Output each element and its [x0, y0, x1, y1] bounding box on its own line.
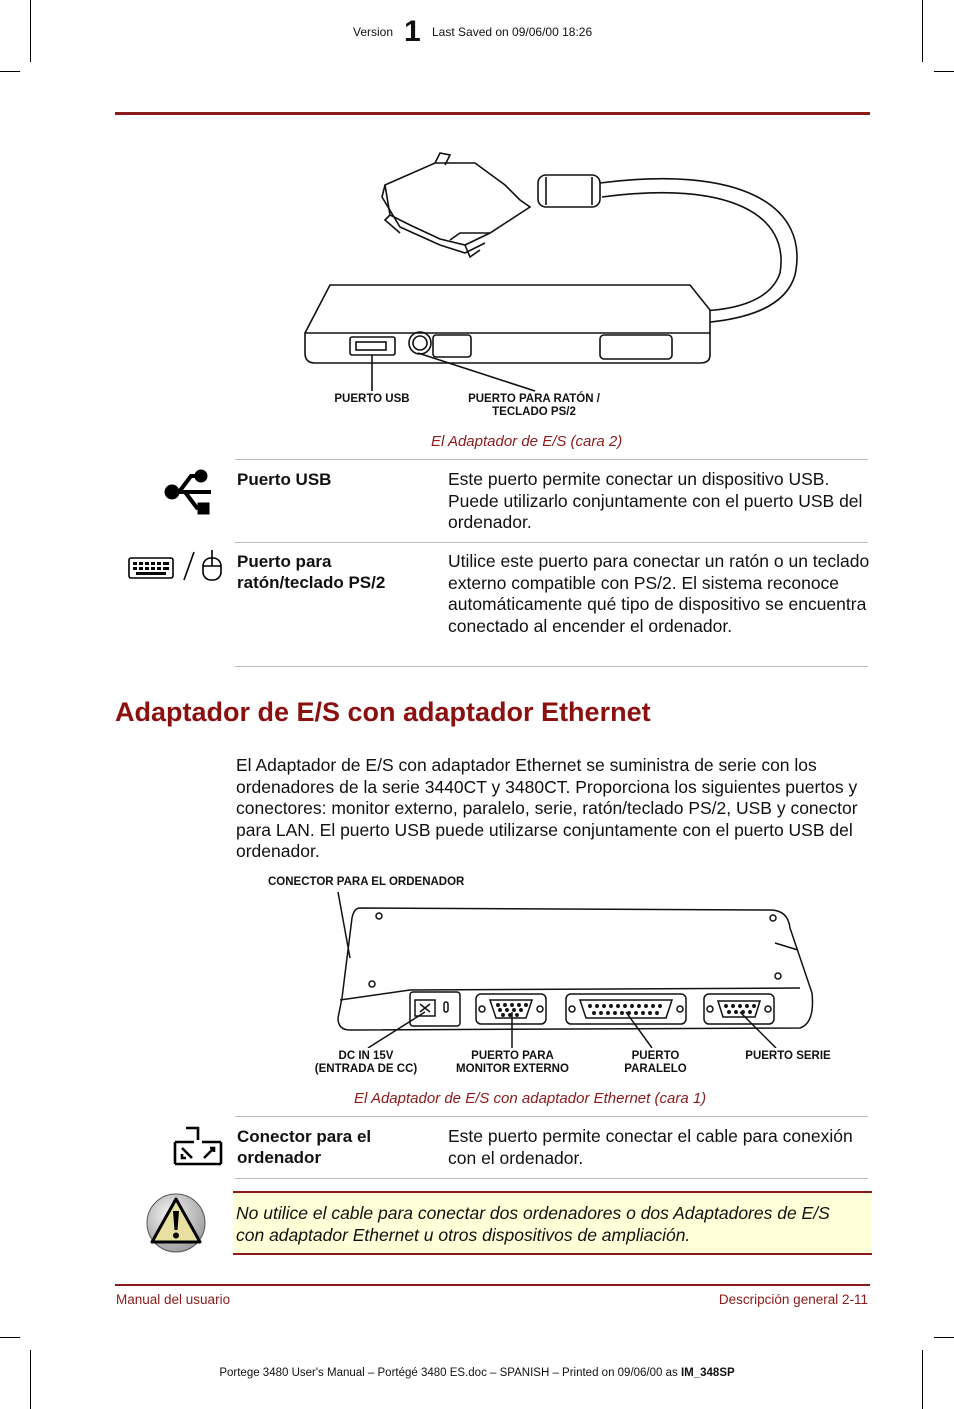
version-number: 1	[404, 15, 421, 48]
footer-left: Manual del usuario	[116, 1292, 231, 1307]
section-body: El Adaptador de E/S con adaptador Ethernet se suministra de serie con los ordenadores de la serie 3440CT y 3480CT. Proporciona los siguientes puertos y conectores: monitor externo, paralelo, serie, ratón/teclado PS/2, USB y conector para LAN. El puerto USB puede utilizarse conjuntamente con el puerto USB del ordenador.	[236, 755, 858, 861]
table-rule	[235, 1178, 868, 1179]
print-info-text: Portege 3480 User's Manual – Portégé 3480 ES.doc – SPANISH – Printed on 09/06/00 as	[219, 1367, 681, 1379]
last-saved: Last Saved on 09/06/00 18:26	[432, 25, 593, 39]
ethernet-adapter-illustration	[300, 888, 820, 1048]
footer-rule	[115, 1284, 870, 1286]
table-description: Este puerto permite conectar un dispositivo USB. Puede utilizarlo conjuntamente con el puerto USB del ordenador.	[448, 469, 863, 532]
dc-in-label-line1: DC IN 15V	[338, 1050, 394, 1062]
parallel-port-label-line1: PUERTO	[631, 1050, 680, 1062]
table-term: Puerto para ratón/teclado PS/2	[237, 552, 386, 592]
section-heading: Adaptador de E/S con adaptador Ethernet	[115, 697, 651, 727]
table-description: Utilice este puerto para conectar un ratón o un teclado externo compatible con PS/2. El sistema reconoce automáticamente qué tipo de dispositivo se encuentra conectado al encender el ordenador.	[448, 551, 870, 636]
monitor-port-label-line1: PUERTO PARA	[471, 1050, 554, 1062]
top-rule	[115, 112, 870, 115]
ps2-port-label-line1: PUERTO PARA RATÓN /	[468, 393, 600, 405]
usb-icon	[163, 465, 213, 519]
crop-mark	[30, 0, 31, 62]
table-rule	[235, 459, 868, 460]
print-info-code: IM_348SP	[680, 1367, 735, 1379]
table-rule	[235, 1116, 868, 1117]
crop-mark	[922, 0, 923, 62]
crop-mark	[934, 71, 954, 72]
usb-port-label: PUERTO USB	[334, 393, 410, 405]
figure2-caption: El Adaptador de E/S con adaptador Ethernet (cara 1)	[354, 1090, 707, 1107]
computer-connector-label: CONECTOR PARA EL ORDENADOR	[268, 876, 465, 888]
serial-port-label: PUERTO SERIE	[745, 1050, 831, 1062]
table-term: Conector para el ordenador	[237, 1127, 372, 1167]
warning-text: No utilice el cable para conectar dos ordenadores o dos Adaptadores de E/S con adaptador Ethernet u otros dispositivos de ampliación.	[236, 1203, 830, 1245]
print-info	[0, 1367, 954, 1379]
table-term: Puerto USB	[237, 470, 332, 489]
crop-mark	[0, 1337, 20, 1338]
crop-mark	[934, 1337, 954, 1338]
dc-in-label-line2: (ENTRADA DE CC)	[314, 1063, 418, 1075]
parallel-port-label-line2: PARALELO	[624, 1063, 687, 1075]
table-description: Este puerto permite conectar el cable para conexión con el ordenador.	[448, 1126, 853, 1168]
figure1-caption: El Adaptador de E/S (cara 2)	[431, 433, 623, 450]
version-label: Version	[353, 25, 394, 39]
crop-mark	[922, 1350, 923, 1409]
ps2-port-label-line2: TECLADO PS/2	[492, 406, 576, 418]
io-adapter-illustration	[290, 145, 830, 395]
table-rule	[235, 542, 868, 543]
keyboard-mouse-icon	[126, 548, 226, 584]
warning-icon	[145, 1192, 207, 1254]
crop-mark	[0, 71, 20, 72]
docking-connector-icon	[172, 1122, 224, 1168]
warning-box	[233, 1191, 872, 1255]
monitor-port-label-line2: MONITOR EXTERNO	[456, 1063, 569, 1075]
table-rule	[235, 666, 868, 667]
footer-right: Descripción general 2-11	[718, 1292, 868, 1307]
crop-mark	[30, 1350, 31, 1409]
